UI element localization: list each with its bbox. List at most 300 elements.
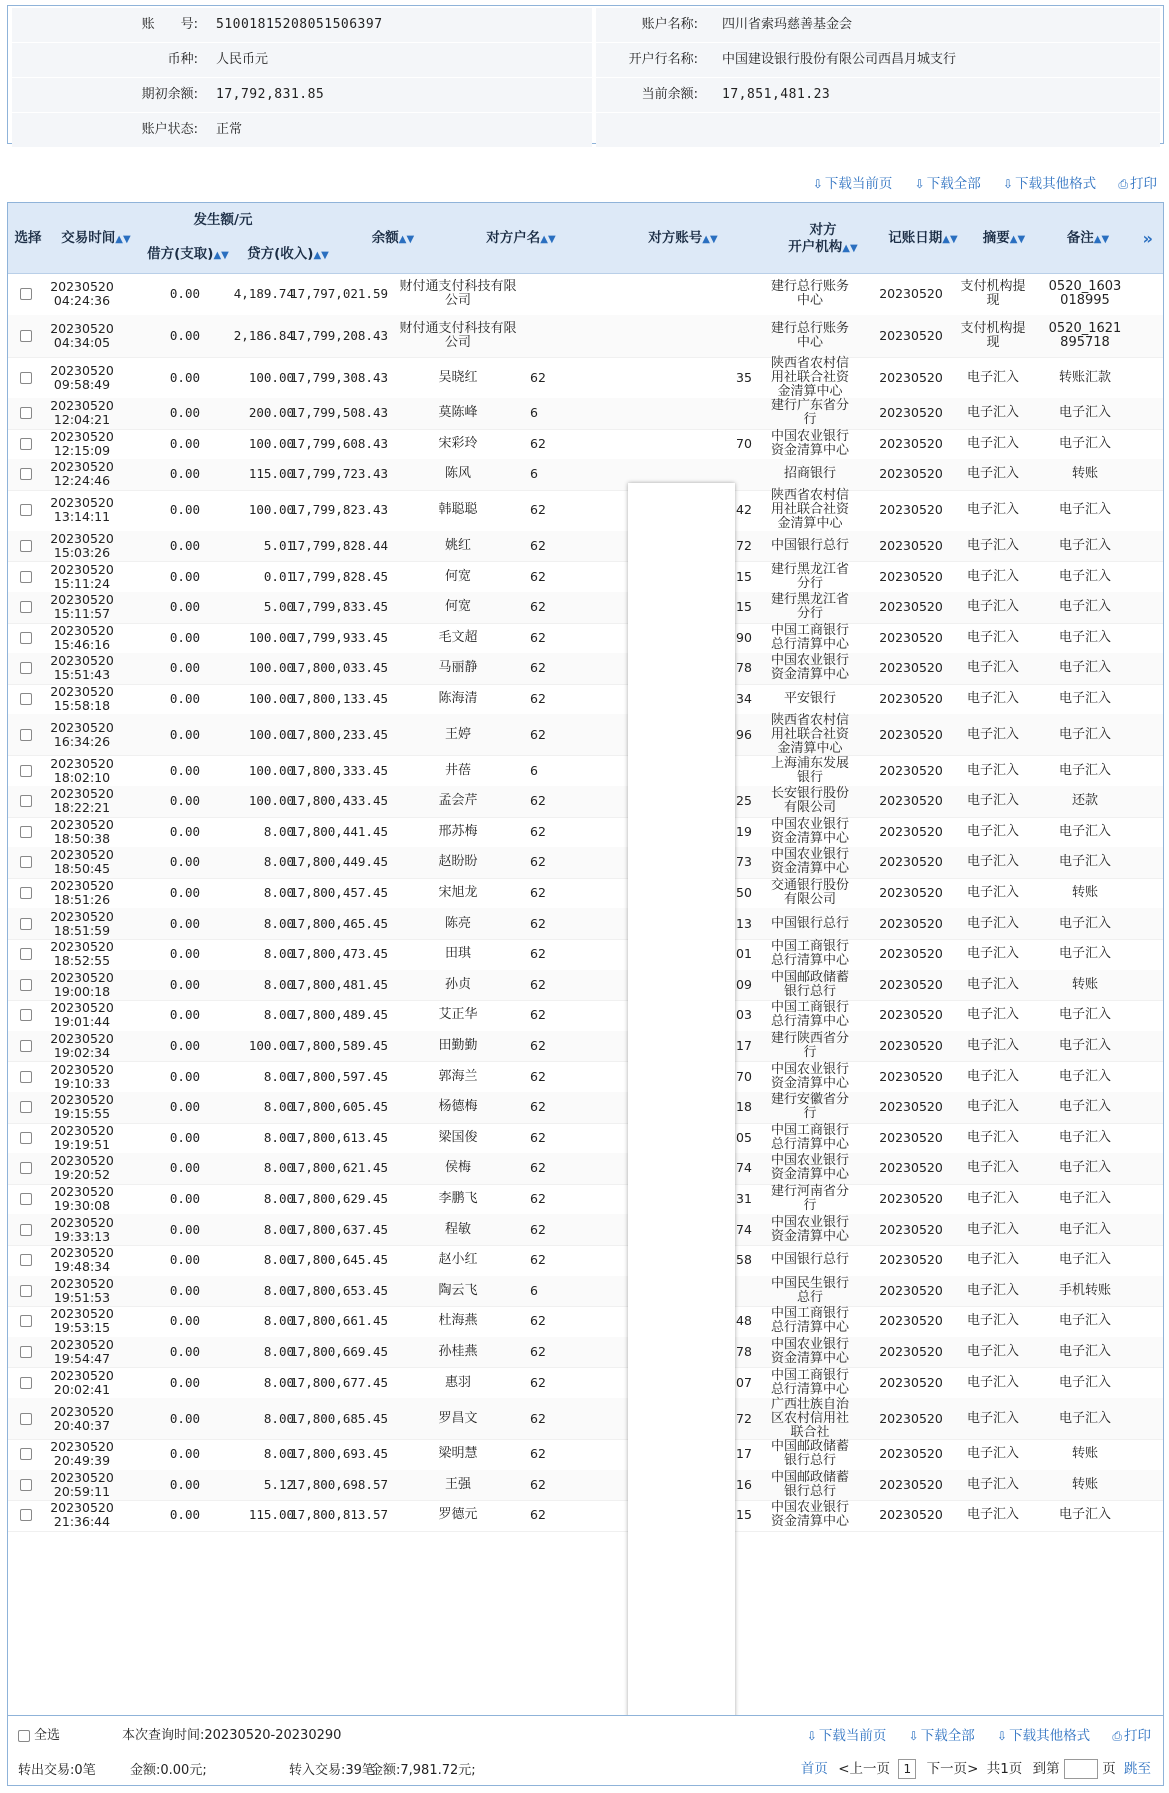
row-select[interactable] [14, 1184, 38, 1215]
debit-amount: 0.00 [169, 946, 200, 962]
balance-amount: 17,800,473.45 [290, 946, 388, 962]
credit-amount: 8.00 [263, 1099, 294, 1115]
header-counterparty-bank[interactable]: 对方 开户机构▲▼ [788, 222, 858, 255]
table-row[interactable] [8, 561, 1163, 593]
transaction-time: 20230520 20:02:41 [50, 1367, 114, 1397]
row-checkbox[interactable] [20, 1224, 32, 1236]
table-row[interactable] [8, 878, 1163, 910]
balance-amount: 17,800,661.45 [290, 1313, 388, 1329]
table-row[interactable] [8, 847, 1163, 879]
balance-amount: 17,800,693.45 [290, 1446, 388, 1462]
counterparty-account-suffix: 35 [736, 369, 752, 385]
balance-amount: 17,800,629.45 [290, 1191, 388, 1207]
row-select[interactable] [14, 490, 38, 531]
debit-amount: 0.00 [169, 1007, 200, 1023]
header-credit[interactable]: 贷方(收入)▲▼ [247, 246, 329, 262]
remark: 电子汇入 [1058, 1038, 1111, 1054]
row-select[interactable] [14, 684, 38, 715]
counterparty-bank: 中国民生银行总行 [770, 1275, 849, 1305]
credit-amount: 100.00 [248, 762, 294, 778]
row-checkbox[interactable] [20, 1377, 32, 1389]
counterparty-account-suffix: 90 [736, 629, 752, 645]
row-select[interactable] [14, 714, 38, 755]
row-checkbox[interactable] [20, 438, 32, 450]
header-time[interactable]: 交易时间▲▼ [61, 230, 131, 246]
printer-icon: ⎙ [1112, 1729, 1122, 1743]
row-select[interactable] [14, 531, 38, 562]
remark: 电子汇入 [1058, 1007, 1111, 1023]
row-checkbox[interactable] [20, 540, 32, 552]
row-checkbox[interactable] [20, 330, 32, 342]
posting-date: 20230520 [879, 823, 943, 839]
table-row[interactable] [8, 1061, 1163, 1093]
row-select[interactable] [14, 1306, 38, 1337]
goto-page-button[interactable]: 跳至 [1124, 1761, 1151, 1777]
row-select[interactable] [14, 429, 38, 460]
remark: 电子汇入 [1058, 1221, 1111, 1237]
row-checkbox[interactable] [20, 468, 32, 480]
table-row[interactable] [8, 490, 1163, 532]
row-checkbox[interactable] [20, 1448, 32, 1460]
table-row[interactable] [8, 398, 1163, 430]
sort-icon: ▲▼ [702, 234, 718, 245]
remark: 转账 [1071, 1446, 1098, 1462]
table-row[interactable] [8, 1367, 1163, 1399]
row-select[interactable] [14, 1439, 38, 1470]
remark: 电子汇入 [1058, 1160, 1111, 1176]
table-row[interactable] [8, 1123, 1163, 1155]
sort-icon: ▲▼ [540, 234, 556, 245]
counterparty-account-suffix [736, 459, 756, 490]
counterparty-account-prefix: 6 [530, 405, 538, 421]
posting-date: 20230520 [879, 946, 943, 962]
row-checkbox[interactable] [20, 887, 32, 899]
posting-date: 20230520 [879, 1507, 943, 1523]
row-select[interactable] [14, 1092, 38, 1123]
counterparty-bank: 中国农业银行资金清算中心 [770, 428, 849, 458]
remark: 电子汇入 [1058, 1374, 1111, 1390]
table-row[interactable] [8, 1245, 1163, 1277]
counterparty-account-prefix: 6 [530, 466, 538, 482]
posting-date: 20230520 [879, 1252, 943, 1268]
table-row[interactable] [8, 273, 1163, 316]
summary: 电子汇入 [966, 885, 1019, 901]
remark: 电子汇入 [1058, 762, 1111, 778]
row-checkbox[interactable] [20, 1285, 32, 1297]
sort-icon: ▲▼ [398, 234, 415, 245]
debit-amount: 0.00 [169, 1068, 200, 1084]
summary: 电子汇入 [966, 915, 1019, 931]
row-checkbox[interactable] [20, 979, 32, 991]
counterparty-name: 梁明慧 [438, 1446, 478, 1462]
row-select[interactable] [14, 817, 38, 848]
print-button-bottom[interactable]: ⎙ 打印 [1112, 1728, 1151, 1744]
counterparty-account-suffix: 31 [736, 1191, 752, 1207]
next-page-link[interactable]: 下一页> [926, 1761, 979, 1777]
row-checkbox[interactable] [20, 1071, 32, 1083]
summary: 电子汇入 [966, 369, 1019, 385]
debit-amount: 0.00 [169, 793, 200, 809]
table-row[interactable] [8, 592, 1163, 624]
remark: 电子汇入 [1058, 538, 1111, 554]
bank-name-value: 中国建设银行股份有限公司西昌月城支行 [722, 52, 957, 67]
summary: 支付机构提现 [960, 279, 1026, 308]
transaction-time: 20230520 13:14:11 [50, 495, 114, 525]
counterparty-name: 陈海清 [438, 691, 478, 707]
row-select[interactable] [14, 398, 38, 429]
transaction-time: 20230520 18:52:55 [50, 939, 114, 969]
row-select[interactable] [14, 561, 38, 592]
row-checkbox[interactable] [20, 288, 32, 300]
table-row[interactable] [8, 1337, 1163, 1369]
print-button[interactable]: ⎙ 打印 [1118, 176, 1157, 192]
select-all-control[interactable]: 全选 [18, 1724, 60, 1743]
download-all-button-bottom[interactable]: ⇩ 下载全部 [908, 1728, 975, 1744]
counterparty-bank: 中国邮政储蓄银行总行 [770, 1439, 849, 1469]
counterparty-account-prefix: 62 [530, 1191, 546, 1207]
summary: 电子汇入 [966, 599, 1019, 615]
row-checkbox[interactable] [20, 571, 32, 583]
balance-amount: 17,800,813.57 [290, 1507, 388, 1523]
counterparty-name: 井蓓 [444, 762, 471, 778]
row-checkbox[interactable] [20, 1346, 32, 1358]
row-checkbox[interactable] [20, 1413, 32, 1425]
counterparty-bank: 中国银行总行 [770, 1252, 849, 1268]
posting-date: 20230520 [879, 1160, 943, 1176]
transaction-time: 20230520 18:50:45 [50, 847, 114, 877]
row-checkbox[interactable] [20, 856, 32, 868]
row-checkbox[interactable] [20, 504, 32, 516]
remark: 转账 [1071, 976, 1098, 992]
counterparty-account-suffix: 05 [736, 1129, 752, 1145]
counterparty-account-suffix: 72 [736, 538, 752, 554]
counterparty-name: 杜海燕 [438, 1313, 478, 1329]
row-select[interactable] [14, 1500, 38, 1531]
sort-icon: ▲▼ [1093, 234, 1110, 245]
row-select[interactable] [14, 939, 38, 970]
header-posting-date[interactable]: 记账日期▲▼ [888, 230, 958, 246]
table-row[interactable] [8, 714, 1163, 756]
row-checkbox[interactable] [20, 765, 32, 777]
posting-date: 20230520 [879, 726, 943, 742]
remark: 电子汇入 [1058, 660, 1111, 676]
counterparty-account-suffix [736, 398, 756, 429]
summary: 电子汇入 [966, 1446, 1019, 1462]
table-row[interactable] [8, 970, 1163, 1002]
row-select[interactable] [14, 1245, 38, 1276]
transaction-time: 20230520 19:53:15 [50, 1306, 114, 1336]
table-row[interactable] [8, 1398, 1163, 1440]
row-checkbox[interactable] [20, 1315, 32, 1327]
table-row[interactable] [8, 459, 1163, 491]
select-all-checkbox[interactable] [18, 1730, 30, 1742]
counterparty-account-prefix: 62 [530, 568, 546, 584]
counterparty-bank: 建行黑龙江省分行 [770, 561, 849, 591]
row-checkbox[interactable] [20, 407, 32, 419]
row-select[interactable] [14, 1367, 38, 1398]
row-select[interactable] [14, 878, 38, 909]
counterparty-account-prefix: 62 [530, 502, 546, 518]
row-select[interactable] [14, 1276, 38, 1307]
download-page-button-bottom[interactable]: ⇩ 下载当前页 [806, 1728, 887, 1744]
header-balance[interactable]: 余额▲▼ [371, 230, 415, 246]
counterparty-account-suffix: 15 [736, 599, 752, 615]
debit-amount: 0.00 [169, 599, 200, 615]
counterparty-bank: 建行总行账务中心 [770, 279, 849, 308]
first-page-link[interactable]: 首页 [800, 1761, 828, 1777]
balance-amount: 17,799,208.43 [290, 328, 388, 343]
row-select[interactable] [14, 1000, 38, 1031]
row-checkbox[interactable] [20, 1009, 32, 1021]
debit-amount: 0.00 [169, 1313, 200, 1329]
row-select[interactable] [14, 1398, 38, 1439]
counterparty-name: 罗昌文 [438, 1410, 478, 1426]
table-row[interactable] [8, 1276, 1163, 1308]
row-checkbox[interactable] [20, 601, 32, 613]
table-row[interactable] [8, 1470, 1163, 1502]
credit-amount: 100.00 [248, 435, 294, 451]
debit-amount: 0.00 [169, 568, 200, 584]
remark: 还款 [1071, 793, 1098, 809]
credit-amount: 8.00 [263, 976, 294, 992]
bottom-toolbar [789, 1724, 1151, 1744]
counterparty-bank: 中国工商银行总行清算中心 [770, 622, 849, 652]
credit-amount: 100.00 [248, 502, 294, 518]
table-row[interactable] [8, 1439, 1163, 1471]
counterparty-account-prefix: 62 [530, 976, 546, 992]
table-row[interactable] [8, 1092, 1163, 1124]
header-remark[interactable]: 备注▲▼ [1066, 230, 1110, 246]
table-row[interactable] [8, 315, 1163, 358]
row-select[interactable] [14, 1123, 38, 1154]
counterparty-account-prefix: 62 [530, 946, 546, 962]
header-debit[interactable]: 借方(支取)▲▼ [147, 246, 229, 262]
row-select[interactable] [14, 786, 38, 817]
posting-date: 20230520 [879, 1129, 943, 1145]
table-row[interactable] [8, 429, 1163, 461]
table-row[interactable] [8, 817, 1163, 849]
row-select[interactable] [14, 908, 38, 939]
download-page-button[interactable]: ⇩ 下载当前页 [812, 176, 893, 192]
posting-date: 20230520 [879, 502, 943, 518]
counterparty-account-prefix: 62 [530, 1099, 546, 1115]
transaction-time: 20230520 12:04:21 [50, 398, 114, 428]
posting-date: 20230520 [879, 405, 943, 421]
posting-date: 20230520 [879, 1007, 943, 1023]
row-checkbox[interactable] [20, 948, 32, 960]
counterparty-bank: 交通银行股份有限公司 [770, 878, 849, 908]
posting-date: 20230520 [879, 976, 943, 992]
row-checkbox[interactable] [20, 693, 32, 705]
incoming-count: 转入交易:39笔 [289, 1763, 375, 1778]
row-checkbox[interactable] [20, 1040, 32, 1052]
row-select[interactable] [14, 1153, 38, 1184]
row-checkbox[interactable] [20, 918, 32, 930]
row-checkbox[interactable] [20, 1101, 32, 1113]
download-other-format-button[interactable]: ⇩ 下载其他格式 [1003, 176, 1097, 192]
total-pages: 共1页 [986, 1761, 1023, 1777]
header-counterparty-account[interactable]: 对方账号▲▼ [648, 230, 718, 246]
row-checkbox[interactable] [20, 372, 32, 384]
table-row[interactable] [8, 755, 1163, 787]
prev-page-link[interactable]: <上一页 [838, 1761, 891, 1777]
counterparty-account-suffix [736, 273, 756, 315]
row-checkbox[interactable] [20, 795, 32, 807]
summary: 电子汇入 [966, 793, 1019, 809]
summary: 电子汇入 [966, 1476, 1019, 1492]
table-row[interactable] [8, 531, 1163, 563]
table-row[interactable] [8, 908, 1163, 940]
row-select[interactable] [14, 357, 38, 398]
credit-amount: 100.00 [248, 660, 294, 676]
row-select[interactable] [14, 1031, 38, 1062]
counterparty-bank: 中国农业银行资金清算中心 [770, 1500, 849, 1530]
table-row[interactable] [8, 939, 1163, 971]
table-row[interactable] [8, 623, 1163, 655]
counterparty-bank: 建行河南省分行 [770, 1184, 849, 1214]
credit-amount: 0.01 [263, 568, 294, 584]
counterparty-account-prefix: 62 [530, 1129, 546, 1145]
download-all-button[interactable]: ⇩ 下载全部 [914, 176, 981, 192]
summary: 电子汇入 [966, 976, 1019, 992]
row-checkbox[interactable] [20, 1254, 32, 1266]
debit-amount: 0.00 [169, 976, 200, 992]
download-icon: ⇩ [1003, 177, 1014, 191]
transaction-time: 20230520 19:33:13 [50, 1214, 114, 1244]
row-select[interactable] [14, 755, 38, 786]
posting-date: 20230520 [879, 435, 943, 451]
table-row[interactable] [8, 357, 1163, 399]
balance-amount: 17,800,613.45 [290, 1129, 388, 1145]
counterparty-bank: 中国银行总行 [770, 538, 849, 554]
transaction-time: 20230520 15:11:57 [50, 592, 114, 622]
debit-amount: 0.00 [169, 1038, 200, 1054]
balance-amount: 17,799,828.45 [290, 568, 388, 584]
row-select[interactable] [14, 1061, 38, 1092]
row-select[interactable] [14, 1337, 38, 1368]
counterparty-bank: 建行安徽省分行 [770, 1092, 849, 1122]
posting-date: 20230520 [879, 854, 943, 870]
account-info-panel [7, 5, 1164, 144]
download-icon: ⇩ [914, 177, 925, 191]
posting-date: 20230520 [879, 538, 943, 554]
table-row[interactable] [8, 1031, 1163, 1063]
counterparty-name: 程敏 [444, 1221, 471, 1237]
credit-amount: 8.00 [263, 1007, 294, 1023]
row-checkbox[interactable] [20, 632, 32, 644]
current-page-number: 1 [898, 1759, 916, 1779]
download-other-format-button-bottom[interactable]: ⇩ 下载其他格式 [997, 1728, 1091, 1744]
debit-amount: 0.00 [169, 629, 200, 645]
more-columns-icon[interactable]: » [1142, 229, 1153, 248]
debit-amount: 0.00 [169, 1129, 200, 1145]
row-select[interactable] [14, 653, 38, 684]
header-summary[interactable]: 摘要▲▼ [982, 230, 1026, 246]
row-select[interactable] [14, 592, 38, 623]
summary: 电子汇入 [966, 435, 1019, 451]
table-row[interactable] [8, 1184, 1163, 1216]
row-select[interactable] [14, 1214, 38, 1245]
counterparty-account-suffix: 18 [736, 1099, 752, 1115]
row-select[interactable] [14, 459, 38, 490]
transaction-time: 20230520 19:01:44 [50, 1000, 114, 1030]
credit-amount: 5.00 [263, 599, 294, 615]
summary: 电子汇入 [966, 405, 1019, 421]
header-amount-group: 发生额/元 [193, 212, 253, 228]
posting-date: 20230520 [879, 1038, 943, 1054]
balance-amount: 17,800,677.45 [290, 1374, 388, 1390]
goto-label: 到第 [1032, 1761, 1060, 1777]
table-row[interactable] [8, 1000, 1163, 1032]
counterparty-name: 毛文超 [438, 629, 478, 645]
counterparty-bank: 广西壮族自治区农村信用社联合社 [770, 1396, 849, 1440]
summary: 电子汇入 [966, 1374, 1019, 1390]
row-checkbox[interactable] [20, 1193, 32, 1205]
counterparty-account-suffix: 19 [736, 823, 752, 839]
row-select[interactable] [14, 315, 38, 357]
counterparty-account-suffix: 17 [736, 1038, 752, 1054]
transaction-time: 20230520 19:48:34 [50, 1245, 114, 1275]
goto-page-input[interactable] [1064, 1759, 1098, 1779]
row-select[interactable] [14, 847, 38, 878]
table-row[interactable] [8, 1500, 1163, 1532]
row-checkbox[interactable] [20, 729, 32, 741]
row-select[interactable] [14, 970, 38, 1001]
posting-date: 20230520 [879, 1068, 943, 1084]
row-checkbox[interactable] [20, 826, 32, 838]
debit-amount: 0.00 [169, 726, 200, 742]
debit-amount: 0.00 [169, 762, 200, 778]
transaction-time: 20230520 20:40:37 [50, 1403, 114, 1433]
remark: 0520_1603018995 [1048, 279, 1122, 308]
debit-amount: 0.00 [169, 1282, 200, 1298]
row-checkbox[interactable] [20, 1162, 32, 1174]
row-checkbox[interactable] [20, 1509, 32, 1521]
table-row[interactable] [8, 1306, 1163, 1338]
table-row[interactable] [8, 653, 1163, 685]
counterparty-account-suffix: 70 [736, 1068, 752, 1084]
goto-page-suffix: 页 [1102, 1761, 1116, 1777]
row-select[interactable] [14, 623, 38, 654]
row-checkbox[interactable] [20, 1479, 32, 1491]
transaction-time: 20230520 19:02:34 [50, 1031, 114, 1061]
credit-amount: 8.00 [263, 946, 294, 962]
balance-amount: 17,800,465.45 [290, 915, 388, 931]
credit-amount: 8.00 [263, 1313, 294, 1329]
counterparty-account-prefix: 62 [530, 1068, 546, 1084]
row-select[interactable] [14, 273, 38, 315]
remark: 电子汇入 [1058, 1313, 1111, 1329]
balance-amount: 17,800,457.45 [290, 885, 388, 901]
posting-date: 20230520 [879, 691, 943, 707]
row-checkbox[interactable] [20, 1132, 32, 1144]
counterparty-account-prefix: 62 [530, 854, 546, 870]
row-select[interactable] [14, 1470, 38, 1501]
remark: 电子汇入 [1058, 568, 1111, 584]
currency-value: 人民币元 [216, 52, 269, 67]
balance-amount: 17,800,481.45 [290, 976, 388, 992]
table-row[interactable] [8, 1153, 1163, 1185]
balance-amount: 17,799,723.43 [290, 466, 388, 482]
header-counterparty-name[interactable]: 对方户名▲▼ [486, 230, 556, 246]
table-row[interactable] [8, 1214, 1163, 1246]
table-row[interactable] [8, 786, 1163, 818]
credit-amount: 8.00 [263, 1446, 294, 1462]
table-row[interactable] [8, 684, 1163, 716]
counterparty-account-suffix: 78 [736, 1344, 752, 1360]
row-checkbox[interactable] [20, 662, 32, 674]
counterparty-account-prefix [530, 315, 560, 357]
